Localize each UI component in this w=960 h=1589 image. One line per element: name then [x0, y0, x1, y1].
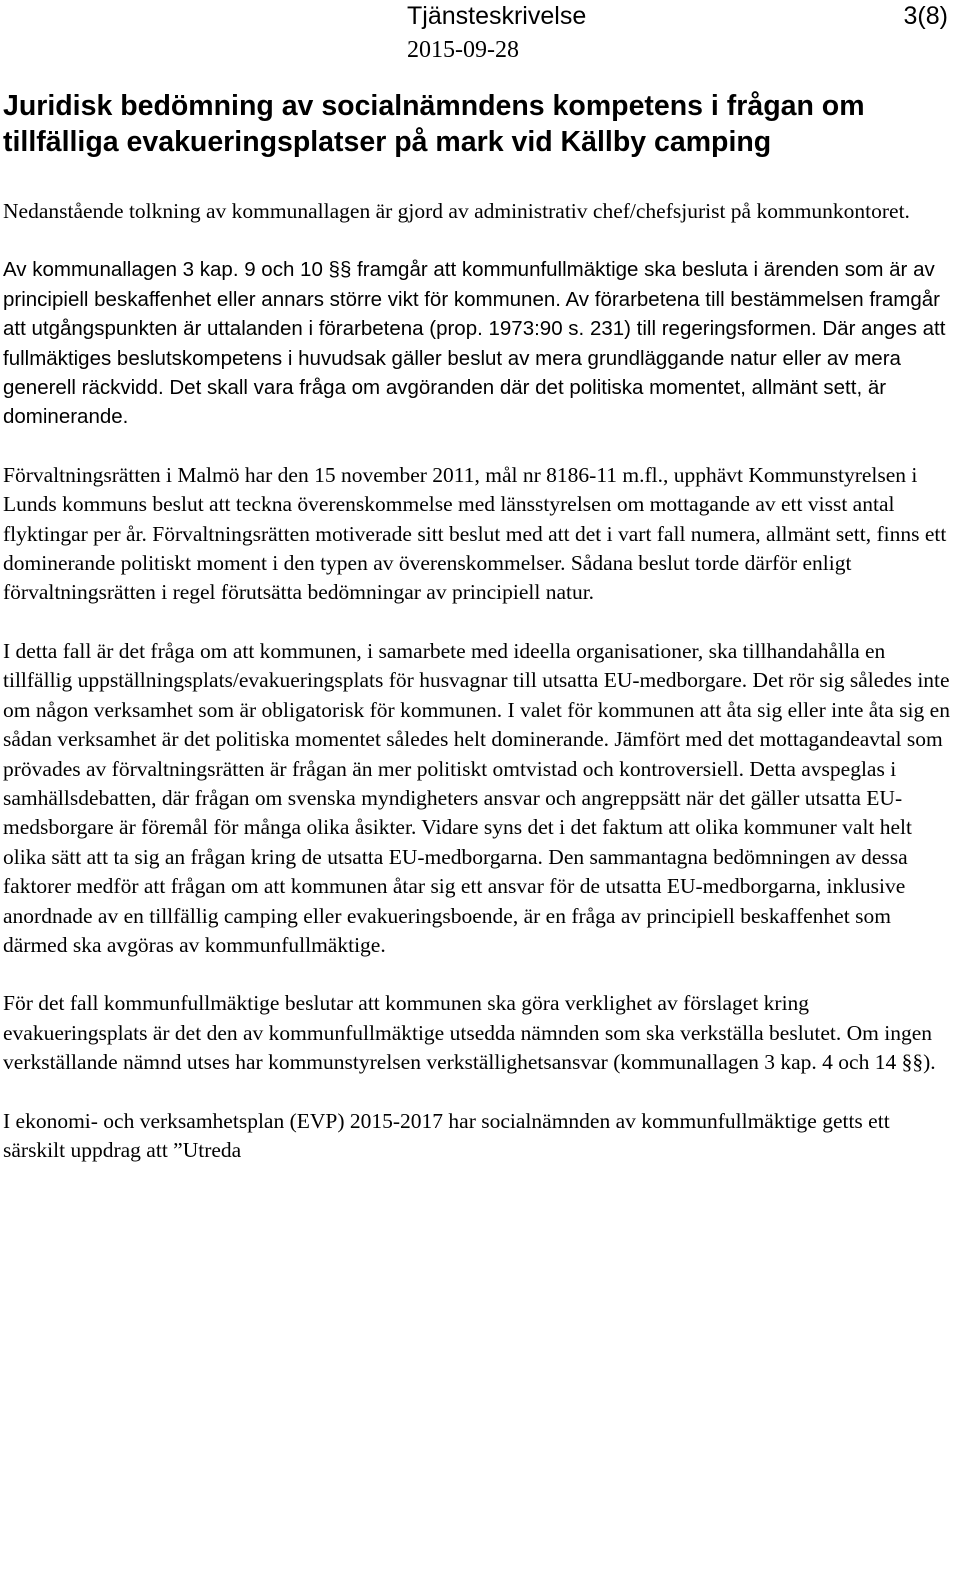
page-number: 3(8) [903, 2, 948, 30]
document-body [3, 197, 953, 1165]
paragraph-kommunallagen: Av kommunallagen 3 kap. 9 och 10 §§ framgår att kommunfullmäktige ska besluta i ärenden som är av principiell beskaffenhet eller annars större vikt för kommunen. Av förarbetena till bestämmelsen framgår att utgångspunkten är uttalanden i förarbetena (prop. 1973:90 s. 231) till regeringsformen. Där anges att fullmäktiges beslutskompetens i huvudsak gäller beslut av mera grundläggande natur eller av mera generell räckvidd. Det skall vara fråga om avgöranden där det politiska momentet, allmänt sett, är dominerande. [3, 258, 946, 429]
document-date: 2015-09-28 [407, 37, 519, 63]
paragraph-evp: I ekonomi- och verksamhetsplan (EVP) 2015-2017 har socialnämnden av kommunfullmäktige getts ett särskilt uppdrag att ”Utreda [3, 1108, 890, 1162]
paragraph-intro: Nedanstående tolkning av kommunallagen är gjord av administrativ chef/chefsjurist på kommunkontoret. [3, 199, 910, 223]
paragraph-spacer [3, 960, 953, 989]
paragraph-spacer [3, 226, 953, 255]
paragraph-assessment: I detta fall är det fråga om att kommunen, i samarbete med ideella organisationer, ska tillhandahålla en tillfällig uppställningsplats/evakueringsplats för husvagnar till utsatta EU-medborgare. Det rör sig således inte om någon verksamhet som är obligatorisk för kommunen. I valet för kommunen att åta sig eller inte åta sig en sådan verksamhet är det politiska momentet således helt dominerande. Jämfört med det mottagandeavtal som prövades av förvaltningsrätten är frågan än mer politiskt omtvistad och kontroversiell. Detta avspeglas i samhällsdebatten, där frågan om svenska myndigheters ansvar och angreppsätt när det gäller utsatta EU-medsborgare är föremål för många olika åsikter. Vidare syns det i det faktum att olika kommuner valt helt olika sätt att ta sig an frågan kring de utsatta EU-medborgarna. Den sammantagna bedömningen av dessa faktorer medför att frågan om att kommunen åtar sig ett ansvar för de utsatta EU-medborgarna, inklusive anordnade av en tillfällig camping eller evakueringsboende, är en fråga av principiell beskaffenhet som därmed ska avgöras av kommunfullmäktige. [3, 638, 950, 957]
paragraph-execution: För det fall kommunfullmäktige beslutar att kommunen ska göra verklighet av förslaget kring evakueringsplats är det den av kommunfullmäktige utsedda nämnden som ska verkställa beslutet. Om ingen verkställande nämnd utses har kommunstyrelsen verkställighetsansvar (kommunallagen 3 kap. 4 och 14 §§). [3, 991, 936, 1075]
paragraph-spacer [3, 1078, 953, 1107]
paragraph-spacer [3, 432, 953, 461]
document-type: Tjänsteskrivelse [407, 2, 587, 30]
paragraph-forvaltningsratten: Förvaltningsrätten i Malmö har den 15 november 2011, mål nr 8186-11 m.fl., upphävt Kommunstyrelsen i Lunds kommuns beslut att teckna överenskommelse med länsstyrelsen om mottagande av ett visst antal flyktingar per år. Förvaltningsrätten motiverade sitt beslut med att det i vart fall numera, allmänt sett, finns ett dominerande politiskt moment i den typen av överenskommelser. Sådana beslut torde därför enligt förvaltningsrätten i regel förutsätta bedömningar av principiell natur. [3, 462, 947, 605]
paragraph-spacer [3, 608, 953, 637]
section-heading: Juridisk bedömning av socialnämndens kompetens i frågan om tillfälliga evakueringsplatser på mark vid Källby camping [3, 90, 865, 158]
